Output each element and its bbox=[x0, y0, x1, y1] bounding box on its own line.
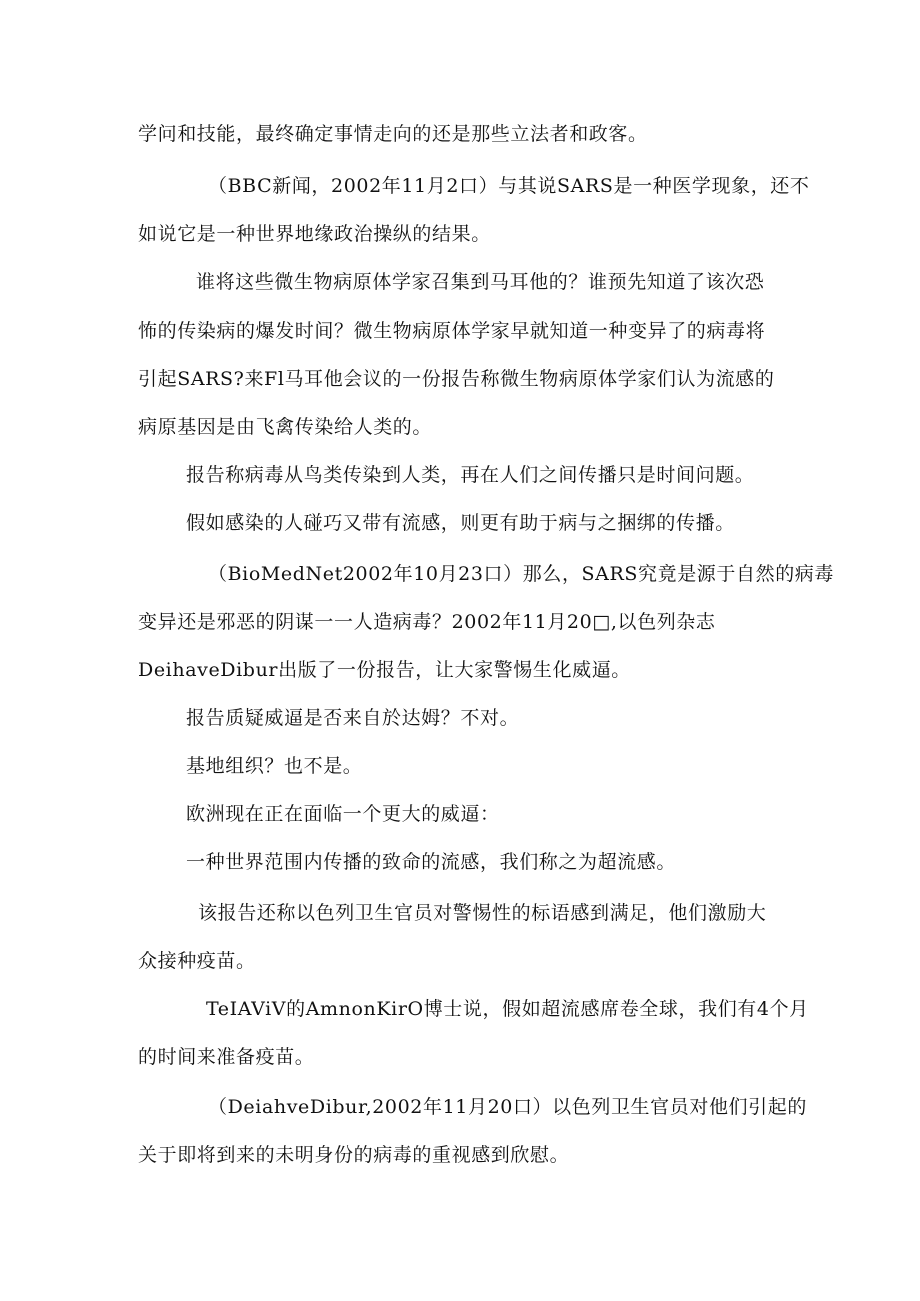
text-line: 病原基因是由飞禽传染给人类的。 bbox=[138, 416, 433, 438]
text-line: 谁将这些微生物病原体学家召集到马耳他的？谁预先知道了该次恐 bbox=[196, 271, 765, 293]
text-line: 关于即将到来的未明身份的病毒的重视感到欣慰。 bbox=[138, 1144, 570, 1166]
text-line: （BBC新闻，2002年11月2口）与其说SARS是一种医学现象，还不 bbox=[208, 175, 810, 197]
text-line: 报告质疑威逼是否来自於达姆？不对。 bbox=[186, 707, 520, 729]
text-line: 众接种疫苗。 bbox=[138, 950, 256, 972]
text-line: TeIAViV的AmnonKirO博士说，假如超流感席卷全球，我们有4个月 bbox=[206, 998, 809, 1020]
text-line: 学问和技能，最终确定事情走向的还是那些立法者和政客。 bbox=[138, 123, 648, 145]
text-line: 一种世界范围内传播的致命的流感，我们称之为超流感。 bbox=[186, 851, 677, 873]
text-line: 欧洲现在正在面临一个更大的威逼： bbox=[186, 803, 500, 825]
text-line: 该报告还称以色列卫生官员对警惕性的标语感到满足，他们激励大 bbox=[198, 902, 767, 924]
text-line: 基地组织？也不是。 bbox=[186, 755, 363, 777]
text-line: 的时间来准备疫苗。 bbox=[138, 1046, 315, 1068]
text-line: 怖的传染病的爆发时间？微生物病原体学家早就知道一种变异了的病毒将 bbox=[138, 320, 766, 342]
text-line: 假如感染的人碰巧又带有流感，则更有助于病与之捆绑的传播。 bbox=[186, 512, 735, 534]
text-line: 如说它是一种世界地缘政治操纵的结果。 bbox=[138, 223, 491, 245]
text-line: （DeiahveDibur,2002年11月20口）以色列卫生官员对他们引起的 bbox=[208, 1096, 807, 1118]
text-line: 变异还是邪恶的阴谋一一人造病毒？2002年11月20□,以色列杂志 bbox=[138, 611, 716, 633]
text-line: DeihaveDibur出版了一份报告，让大家警惕生化威逼。 bbox=[138, 659, 631, 681]
text-line: （BioMedNet2002年10月23口）那么，SARS究竟是源于自然的病毒 bbox=[208, 563, 835, 585]
text-line: 报告称病毒从鸟类传染到人类，再在人们之间传播只是时间问题。 bbox=[186, 464, 755, 486]
text-line: 引起SARS?来Fl马耳他会议的一份报告称微生物病原体学家们认为流感的 bbox=[138, 368, 775, 390]
